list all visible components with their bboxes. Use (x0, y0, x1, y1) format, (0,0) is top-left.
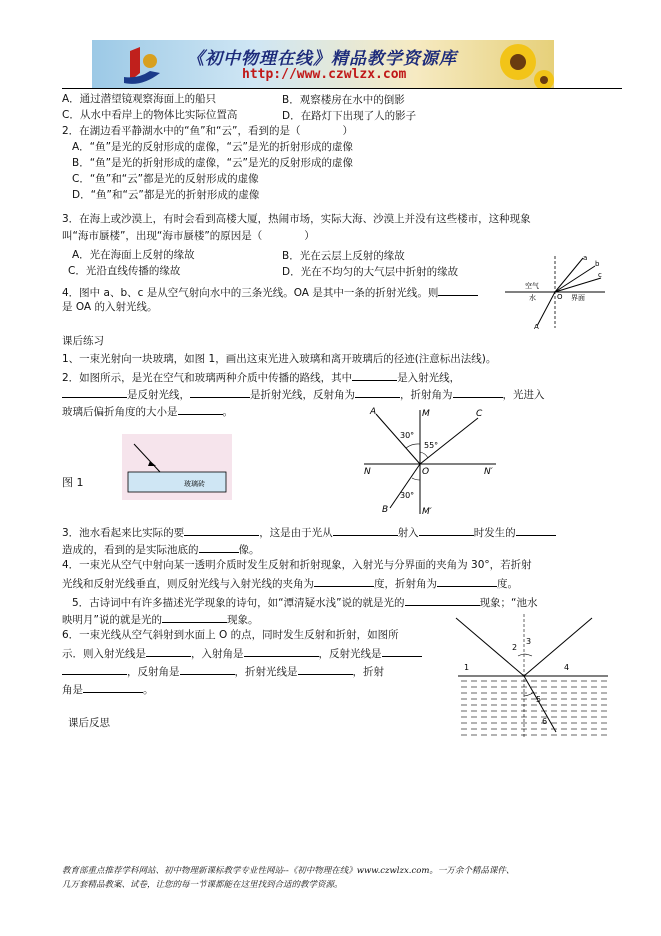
water-label: 水 (529, 294, 536, 302)
q1-option-d: D．在路灯下出现了人的影子 (282, 110, 417, 122)
hw-q5-line-1: 5．古诗词中有许多描述光学现象的诗句，如“潭清疑水浅”说的就是光的 现象；“池水 (72, 594, 538, 610)
q4-line-2: 是 OA 的入射光线。 (62, 301, 158, 313)
homework-heading: 课后练习 (62, 335, 104, 347)
hw-q1: 1、一束光射向一块玻璃，如图 1，画出这束光进入玻璃和离开玻璃后的径迹(注意标出法线)。 (62, 353, 497, 365)
glass-brick-figure (122, 434, 232, 500)
answer-blank[interactable] (62, 386, 127, 398)
hw-q6-line-4: 角是 。 (62, 681, 154, 697)
angle-30-bottom: 30° (400, 491, 415, 500)
q1-option-a: A．通过潜望镜观察海面上的船只 (62, 93, 217, 105)
surface-N2-label: N′ (484, 467, 493, 477)
answer-blank[interactable] (298, 663, 353, 675)
hw-q4-line-1: 4．一束光从空气中射向某一透明介质时发生反射和折射现象，入射光与分界面的夹角为 30°，若折射 (62, 559, 532, 571)
q6-water-figure (440, 612, 608, 740)
banner-url[interactable]: http://www.czwlzx.com (242, 67, 407, 82)
ray-label-4: 4 (564, 663, 570, 672)
hw-q2-line-2: 是反射光线， 是折射光线，反射角为 ，折射角为 ，光进入 (62, 386, 545, 402)
surface-N-label: N (364, 467, 371, 477)
footer-line-2: 几万套精品教案、试卷，让您的每一节课都能在这里找到合适的教学资源。 (62, 880, 343, 890)
answer-blank[interactable] (314, 575, 374, 587)
angle-55: 55° (424, 441, 439, 450)
q2-option-c: C．“鱼”和“云”都是光的反射形成的虚像 (72, 173, 259, 185)
q2-option-a: A．“鱼”是光的反射形成的虚像，“云”是光的折射形成的虚像 (72, 141, 353, 153)
point-o-label: O (557, 293, 563, 301)
sunflower-image (482, 40, 554, 88)
hw-q3-line-2: 造成的，看到的是实际池底的 像。 (62, 541, 260, 557)
header-banner (92, 40, 554, 88)
glass-label: 玻璃砖 (184, 480, 205, 488)
q3-option-a: A．光在海面上反射的缘故 (72, 249, 195, 261)
hw-q2-line-3: 玻璃后偏折角度的大小是 。 (62, 403, 233, 419)
ray-a-label: a (583, 254, 588, 262)
q1-option-b: B．观察楼房在水中的倒影 (282, 94, 405, 106)
ray-B-label: B (382, 505, 389, 515)
answer-blank[interactable] (355, 386, 400, 398)
answer-blank[interactable] (516, 524, 556, 536)
hw-q6-line-3: ，反射角是 ，折射光线是 ，折射 (62, 663, 384, 679)
answer-blank[interactable] (146, 645, 191, 657)
ray-c-label: c (598, 271, 602, 279)
answer-blank[interactable] (453, 386, 503, 398)
normal-M-label: M (422, 409, 430, 419)
ray-A-label: A (370, 407, 377, 417)
interface-label: 界面 (571, 294, 585, 302)
ray-label-5: 5 (536, 695, 542, 704)
q4-refraction-figure (505, 252, 605, 332)
air-label: 空气 (525, 282, 539, 290)
ray-label-1: 1 (464, 663, 470, 672)
banner-title: 《初中物理在线》精品教学资源库 (187, 49, 457, 69)
answer-blank[interactable] (180, 663, 235, 675)
ray-label-6: 6 (542, 717, 548, 726)
logo-icon (120, 43, 166, 85)
q3-stem-2: 叫“海市蜃楼”，出现“海市蜃楼”的原因是（ ） (62, 230, 315, 242)
q3-option-c: C．光沿直线传播的缘故 (68, 265, 181, 277)
ray-b-label: b (595, 260, 600, 268)
q3-option-d: D．光在不均匀的大气层中折射的缘故 (282, 266, 459, 278)
ray-A-label: A (534, 323, 539, 331)
answer-blank[interactable] (244, 645, 319, 657)
answer-blank[interactable] (83, 681, 143, 693)
figure-1-label: 图 1 (62, 476, 84, 489)
answer-blank[interactable] (199, 541, 239, 553)
answer-blank[interactable] (62, 663, 127, 675)
q2-option-d: D．“鱼”和“云”都是光的折射形成的虚像 (72, 189, 260, 201)
q2-stem: 2．在湖边看平静湖水中的“鱼”和“云”，看到的是（ ） (62, 125, 353, 137)
answer-blank[interactable] (162, 611, 227, 623)
answer-blank[interactable] (352, 369, 397, 381)
point-O-label: O (422, 467, 430, 477)
answer-blank[interactable] (419, 524, 474, 536)
answer-blank[interactable] (382, 645, 422, 657)
normal-M2-label: M′ (422, 507, 432, 516)
answer-blank[interactable] (438, 284, 478, 296)
q2-option-b: B．“鱼”是光的折射形成的虚像，“云”是光的反射形成的虚像 (72, 157, 353, 169)
hw-q6-line-2: 示．则入射光线是 ，入射角是 ，反射光线是 (62, 645, 422, 661)
q1-option-c: C．从水中看岸上的物体比实际位置高 (62, 109, 238, 121)
hw-q2-line-1: 2．如图所示，是光在空气和玻璃两种介质中传播的路线，其中 是入射光线， (62, 369, 460, 385)
footer-line-1: 教育部重点推荐学科网站、初中物理新课标教学专业性网站--《初中物理在线》www.czwlzx.com。一万余个精品课件、 (62, 866, 515, 876)
ray-C-label: C (476, 409, 483, 419)
answer-blank[interactable] (405, 594, 480, 606)
angle-30-top: 30° (400, 431, 415, 440)
answer-blank[interactable] (178, 403, 223, 415)
header-rule (62, 88, 622, 89)
ray-label-3: 3 (526, 637, 532, 646)
hw-q6-line-1: 6．一束光线从空气斜射到水面上 O 的点，同时发生反射和折射，如图所 (62, 629, 399, 641)
hw-q3-line-1: 3．池水看起来比实际的要 ，这是由于光从 射入 时发生的 (62, 524, 556, 540)
q4-line-1: 4．图中 a、b、c 是从空气射向水中的三条光线。OA 是其中一条的折射光线。则 (62, 284, 478, 300)
hw-q4-line-2: 光线和反射光线垂直，则反射光线与入射光线的夹角为 度，折射角为 度。 (62, 575, 518, 591)
reflection-heading: 课后反思 (68, 717, 110, 729)
answer-blank[interactable] (190, 386, 250, 398)
answer-blank[interactable] (437, 575, 497, 587)
q2-refraction-figure (360, 404, 500, 516)
hw-q5-line-2: 映明月”说的就是光的 现象。 (62, 611, 258, 627)
q3-stem-1: 3．在海上或沙漠上，有时会看到高楼大厦，热闹市场，实际大海、沙漠上并没有这些楼市，这种现象 (62, 213, 531, 225)
answer-blank[interactable] (333, 524, 398, 536)
ray-label-2: 2 (512, 643, 518, 652)
q3-option-b: B．光在云层上反射的缘故 (282, 250, 405, 262)
answer-blank[interactable] (184, 524, 259, 536)
